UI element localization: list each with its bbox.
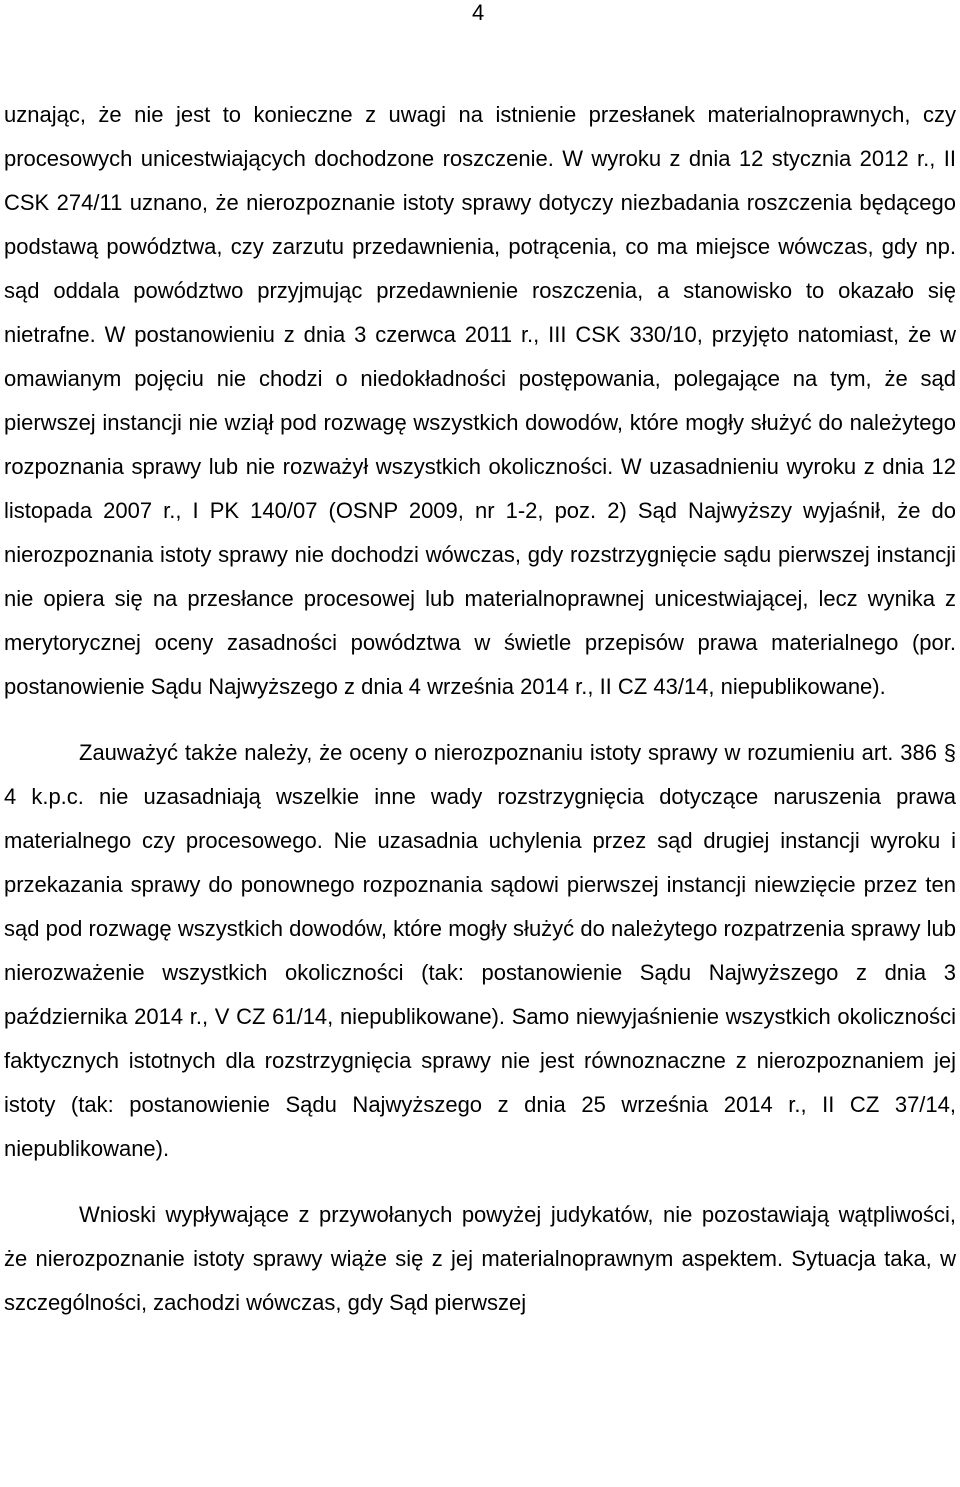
paragraph-3: Wnioski wypływające z przywołanych powyżej judykatów, nie pozostawiają wątpliwości, że nierozpoznanie istoty sprawy wiąże się z jej materialnoprawnym aspektem. Sytuacja taka, w szczególności, zachodzi wówczas, gdy Sąd pierwszej [4,1202,956,1315]
paragraph-1: uznając, że nie jest to konieczne z uwagi na istnienie przesłanek materialnoprawnych, czy procesowych unicestwiających dochodzone roszczenie. W wyroku z dnia 12 stycznia 2012 r., II CSK 274/11 uznano, że nierozpoznanie istoty sprawy dotyczy niezbadania roszczenia będącego podstawą powództwa, czy zarzutu przedawnienia, potrącenia, co ma miejsce wówczas, gdy np. sąd oddala powództwo przyjmując przedawnienie roszczenia, a stanowisko to okazało się nietrafne. W postanowieniu z dnia 3 czerwca 2011 r., III CSK 330/10, przyjęto natomiast, że w omawianym pojęciu nie chodzi o niedokładności postępowania, polegające na tym, że sąd pierwszej instancji nie wziął pod rozwagę wszystkich dowodów, które mogły służyć do należytego rozpoznania sprawy lub nie rozważył wszystkich okoliczności. W uzasadnieniu wyroku z dnia 12 listopada 2007 r., I PK 140/07 (OSNP 2009, nr 1-2, poz. 2) Sąd Najwyższy wyjaśnił, że do nierozpoznania istoty sprawy nie dochodzi wówczas, gdy rozstrzygnięcie sądu pierwszej instancji nie opiera się na przesłance procesowej lub materialnoprawnej unicestwiającej, lecz wynika z merytorycznej oceny zasadności powództwa w świetle przepisów prawa materialnego (por. postanowienie Sądu Najwyższego z dnia 4 września 2014 r., II CZ 43/14, niepublikowane). [4,102,956,699]
paragraph-spacer [4,1171,956,1193]
paragraph-2: Zauważyć także należy, że oceny o nierozpoznaniu istoty sprawy w rozumieniu art. 386 § 4 k.p.c. nie uzasadniają wszelkie inne wady rozstrzygnięcia dotyczące naruszenia prawa materialnego czy procesowego. Nie uzasadnia uchylenia przez sąd drugiej instancji wyroku i przekazania sprawy do ponownego rozpoznania sądowi pierwszej instancji niewzięcie przez ten sąd pod rozwagę wszystkich dowodów, które mogły służyć do należytego rozpatrzenia sprawy lub nierozważenie wszystkich okoliczności (tak: postanowienie Sądu Najwyższego z dnia 3 października 2014 r., V CZ 61/14, niepublikowane). Samo niewyjaśnienie wszystkich okoliczności faktycznych istotnych dla rozstrzygnięcia sprawy nie jest równoznaczne z nierozpoznaniem jej istoty (tak: postanowienie Sądu Najwyższego z dnia 25 września 2014 r., II CZ 37/14, niepublikowane). [4,740,956,1161]
page-number: 4 [472,0,485,25]
document-body [4,93,956,1325]
paragraph-spacer [4,709,956,731]
